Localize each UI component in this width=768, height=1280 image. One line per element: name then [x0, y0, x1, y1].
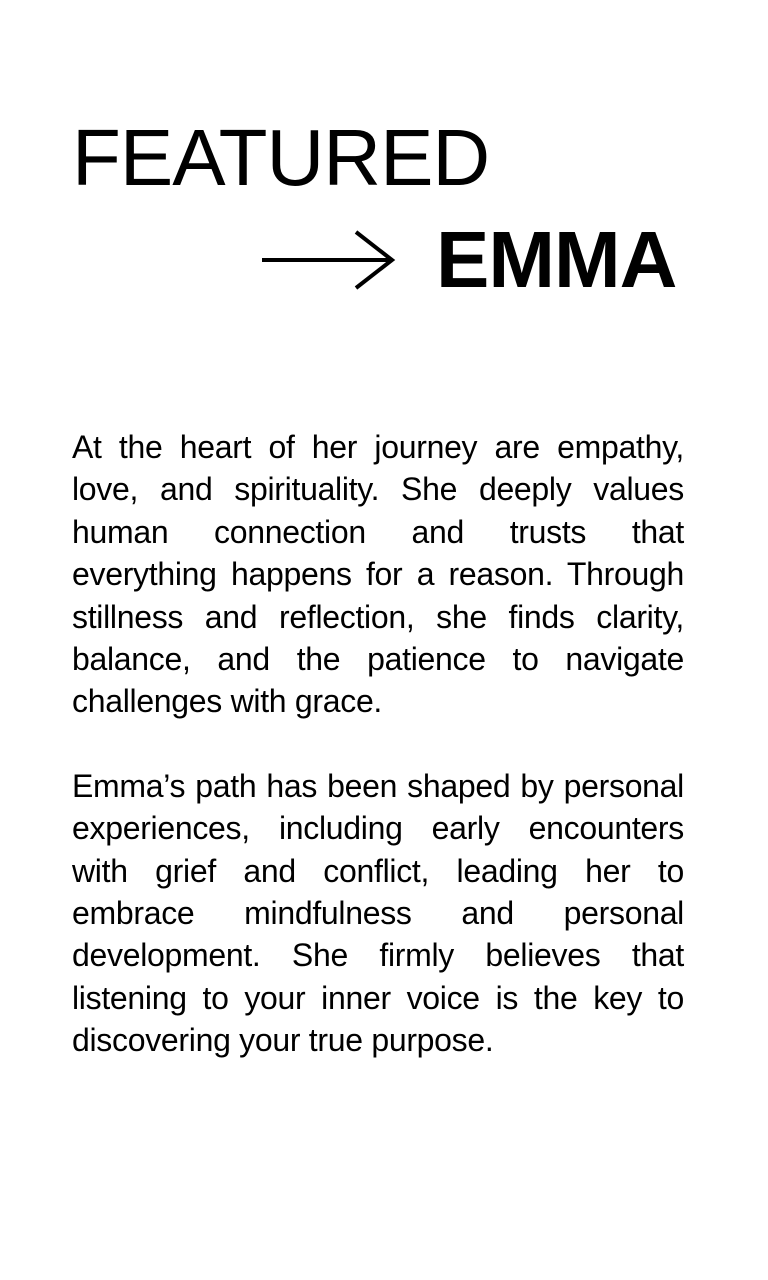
featured-title: FEATURED [72, 113, 490, 202]
bio-paragraph-1: At the heart of her journey are empathy, love, and spirituality. She deeply values human connection and trusts that everything happens for a reason. Through stillness and reflection, she finds clarity, balance, and the patience to navigate challenges with grace. [72, 429, 684, 720]
featured-name: EMMA [436, 215, 677, 304]
right-arrow-icon [262, 230, 398, 290]
bio-text [72, 426, 684, 1104]
bio-paragraph-2: Emma’s path has been shaped by personal experiences, including early encounters with grief and conflict, leading her to embrace mindfulness and personal development. She firmly believes that listening to your inner voice is the key to discovering your true purpose. [72, 767, 684, 1059]
page-heading [72, 113, 712, 318]
featured-name-row [262, 215, 677, 304]
